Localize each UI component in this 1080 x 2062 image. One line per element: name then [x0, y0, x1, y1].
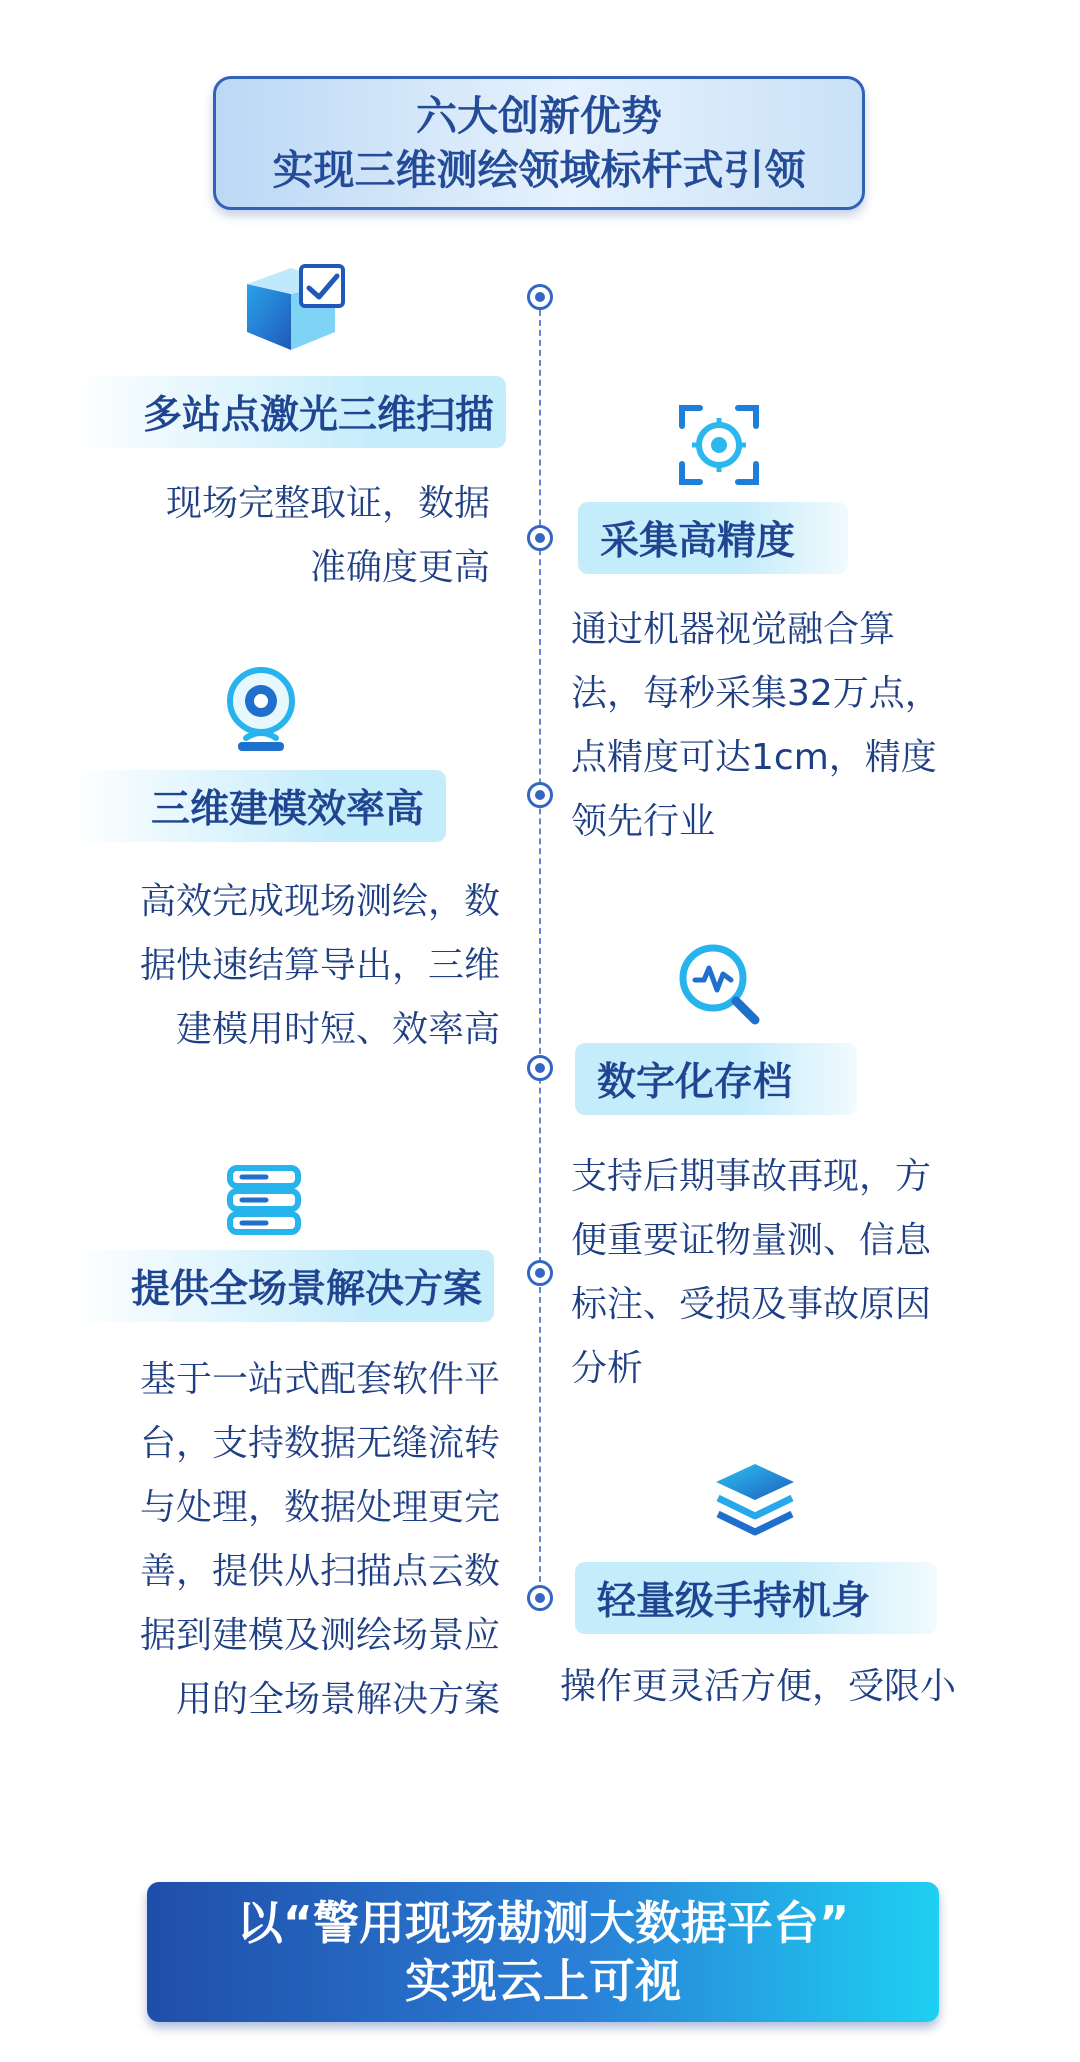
feature-desc-handheld — [560, 1655, 1040, 1719]
header-line-2: 实现三维测绘领域标杆式引领 — [272, 146, 806, 194]
header-banner — [213, 76, 865, 210]
desc-line: 领先行业 — [571, 801, 716, 842]
footer-line-1: 以“警用现场勘测大数据平台” — [236, 1896, 850, 1950]
magnify-chart-icon — [675, 940, 763, 1030]
desc-line: 便重要证物量测、信息 — [571, 1220, 932, 1261]
timeline-dot — [527, 1260, 553, 1286]
desc-line: 分析 — [571, 1348, 644, 1389]
desc-line: 据到建模及测绘场景应 — [139, 1615, 500, 1656]
feature-title-scan: 多站点激光三维扫描 — [70, 376, 506, 448]
webcam-icon — [226, 666, 296, 756]
feature-desc-scan — [60, 472, 490, 600]
header-line-1: 六大创新优势 — [416, 92, 662, 140]
feature-title-precision: 采集高精度 — [578, 502, 848, 574]
feature-title-solution: 提供全场景解决方案 — [70, 1250, 494, 1322]
desc-line: 与处理，数据处理更完 — [139, 1487, 500, 1528]
desc-line: 基于一站式配套软件平 — [139, 1359, 500, 1400]
desc-line: 准确度更高 — [309, 547, 490, 588]
desc-line: 高效完成现场测绘，数 — [139, 881, 500, 922]
timeline-dot — [527, 782, 553, 808]
desc-line: 台，支持数据无缝流转 — [139, 1423, 500, 1464]
target-crosshair-icon — [678, 404, 760, 486]
feature-title-handheld: 轻量级手持机身 — [575, 1562, 937, 1634]
desc-line: 现场完整取证，数据 — [165, 483, 490, 524]
desc-line: 善，提供从扫描点云数 — [139, 1551, 500, 1592]
feature-desc-modeling — [60, 870, 500, 1062]
timeline-dot — [527, 1055, 553, 1081]
desc-line: 法，每秒采集32万点， — [571, 673, 941, 714]
desc-line: 标注、受损及事故原因 — [571, 1284, 932, 1325]
footer-banner — [147, 1882, 939, 2022]
timeline-dot — [527, 284, 553, 310]
feature-title-modeling: 三维建模效率高 — [70, 770, 446, 842]
timeline-line — [539, 300, 541, 1602]
server-stack-icon — [226, 1164, 302, 1236]
desc-line: 用的全场景解决方案 — [175, 1679, 500, 1720]
desc-line: 支持后期事故再现，方 — [571, 1156, 932, 1197]
box-check-icon — [243, 262, 347, 352]
feature-title-archive: 数字化存档 — [575, 1043, 857, 1115]
desc-line: 操作更灵活方便，受限小 — [560, 1666, 957, 1707]
feature-desc-solution — [50, 1348, 500, 1732]
desc-line: 通过机器视觉融合算 — [571, 609, 896, 650]
timeline-dot — [527, 525, 553, 551]
layers-icon — [714, 1462, 796, 1538]
feature-desc-precision — [571, 598, 1011, 854]
desc-line: 点精度可达1cm，精度 — [571, 737, 937, 778]
desc-line: 据快速结算导出，三维 — [139, 945, 500, 986]
timeline-dot — [527, 1585, 553, 1611]
feature-desc-archive — [571, 1145, 1011, 1401]
footer-line-2: 实现云上可视 — [405, 1954, 681, 2008]
desc-line: 建模用时短、效率高 — [175, 1009, 500, 1050]
